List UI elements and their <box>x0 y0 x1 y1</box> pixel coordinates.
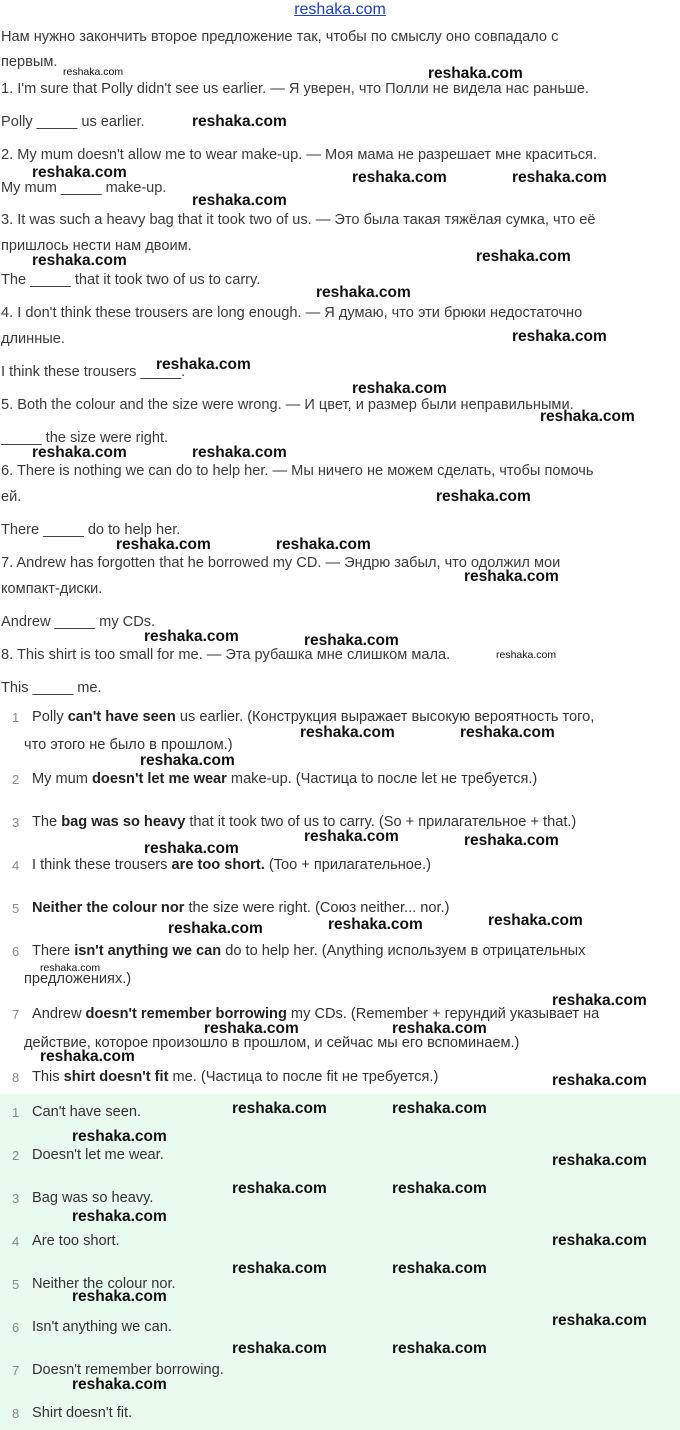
answer-number: 7 <box>12 1007 20 1022</box>
exercise-7-question: 7. Andrew has forgotten that he borrowed my CD. — Эндрю забыл, что одолжил мои <box>1 555 561 571</box>
watermark: reshaka.com <box>552 992 647 1009</box>
answer-3: The bag was so heavy that it took two of us to carry. (So + прилагательное + that.) <box>32 814 577 830</box>
watermark: reshaka.com <box>232 1100 327 1117</box>
answer-number: 5 <box>12 901 20 916</box>
watermark: reshaka.com <box>32 444 127 461</box>
answer-7-cont: действие, которое произошло в прошлом, и сейчас мы его вспоминаем.) <box>24 1035 520 1051</box>
short-answer-7: Doesn't remember borrowing. <box>32 1362 224 1378</box>
watermark: reshaka.com <box>304 632 399 649</box>
watermark: reshaka.com <box>428 65 523 82</box>
answer-number: 4 <box>12 858 20 873</box>
site-header-link[interactable]: reshaka.com <box>294 1 386 18</box>
watermark: reshaka.com <box>32 164 127 181</box>
exercise-6-question-cont: ей. <box>1 489 22 505</box>
watermark: reshaka.com <box>32 252 127 269</box>
watermark: reshaka.com <box>392 1020 487 1037</box>
exercise-7-question-cont: компакт-диски. <box>1 581 103 597</box>
watermark: reshaka.com <box>352 380 447 397</box>
exercise-4-gap: I think these trousers _____. <box>1 364 186 380</box>
short-answer-3: Bag was so heavy. <box>32 1190 154 1206</box>
answer-number: 3 <box>12 815 20 830</box>
watermark: reshaka.com <box>496 649 557 661</box>
watermark: reshaka.com <box>540 408 635 425</box>
exercise-3-question: 3. It was such a heavy bag that it took two of us. — Это была такая тяжёлая сумка, что её <box>1 212 596 228</box>
watermark: reshaka.com <box>392 1340 487 1357</box>
watermark: reshaka.com <box>192 444 287 461</box>
answer-number: 8 <box>12 1070 20 1085</box>
watermark: reshaka.com <box>232 1260 327 1277</box>
watermark: reshaka.com <box>352 169 447 186</box>
watermark: reshaka.com <box>512 328 607 345</box>
answer-5: Neither the colour nor the size were right. (Союз neither... nor.) <box>32 900 450 916</box>
short-answer-number: 6 <box>12 1320 20 1335</box>
watermark: reshaka.com <box>436 488 531 505</box>
watermark: reshaka.com <box>552 1312 647 1329</box>
watermark: reshaka.com <box>232 1340 327 1357</box>
answer-6: There isn't anything we can do to help her. (Anything используем в отрицательных <box>32 943 586 959</box>
watermark: reshaka.com <box>192 192 287 209</box>
watermark: reshaka.com <box>116 536 211 553</box>
intro-line-1: Нам нужно закончить второе предложение так, чтобы по смыслу оно совпадало с <box>1 29 559 45</box>
short-answer-number: 2 <box>12 1148 20 1163</box>
watermark: reshaka.com <box>552 1232 647 1249</box>
short-answer-5: Neither the colour nor. <box>32 1276 176 1292</box>
watermark: reshaka.com <box>316 284 411 301</box>
watermark: reshaka.com <box>552 1152 647 1169</box>
exercise-2-question: 2. My mum doesn't allow me to wear make-up. — Моя мама не разрешает мне краситься. <box>1 147 597 163</box>
short-answer-2: Doesn't let me wear. <box>32 1147 164 1163</box>
watermark: reshaka.com <box>276 536 371 553</box>
watermark: reshaka.com <box>460 724 555 741</box>
answer-2: My mum doesn't let me wear make-up. (Частица to после let не требуется.) <box>32 771 538 787</box>
watermark: reshaka.com <box>464 832 559 849</box>
watermark: reshaka.com <box>476 248 571 265</box>
exercise-6-gap: There _____ do to help her. <box>1 522 181 538</box>
exercise-1-question: 1. I'm sure that Polly didn't see us earlier. — Я уверен, что Полли не видела нас раньше. <box>1 81 589 97</box>
short-answer-number: 5 <box>12 1277 20 1292</box>
watermark: reshaka.com <box>72 1128 167 1145</box>
watermark: reshaka.com <box>168 920 263 937</box>
watermark: reshaka.com <box>392 1180 487 1197</box>
watermark: reshaka.com <box>392 1260 487 1277</box>
short-answer-number: 7 <box>12 1363 20 1378</box>
exercise-2-gap: My mum _____ make-up. <box>1 180 167 196</box>
intro-line-2: первым. <box>1 54 58 70</box>
exercise-3-question-cont: пришлось нести нам двоим. <box>1 238 192 254</box>
watermark: reshaka.com <box>488 912 583 929</box>
exercise-7-gap: Andrew _____ my CDs. <box>1 614 156 630</box>
answer-number: 6 <box>12 944 20 959</box>
answer-4: I think these trousers are too short. (Too + прилагательное.) <box>32 857 431 873</box>
watermark: reshaka.com <box>464 568 559 585</box>
short-answer-number: 3 <box>12 1191 20 1206</box>
answer-number: 1 <box>12 710 20 725</box>
watermark: reshaka.com <box>72 1208 167 1225</box>
short-answer-number: 8 <box>12 1406 20 1421</box>
watermark: reshaka.com <box>328 916 423 933</box>
watermark: reshaka.com <box>63 66 124 78</box>
watermark: reshaka.com <box>140 752 235 769</box>
exercise-5-question: 5. Both the colour and the size were wrong. — И цвет, и размер были неправильными. <box>1 397 574 413</box>
exercise-4-question-cont: длинные. <box>1 331 65 347</box>
watermark: reshaka.com <box>512 169 607 186</box>
answer-number: 2 <box>12 772 20 787</box>
exercise-3-gap: The _____ that it took two of us to carry. <box>1 272 261 288</box>
watermark: reshaka.com <box>192 113 287 130</box>
exercise-1-gap: Polly _____ us earlier. <box>1 114 145 130</box>
watermark: reshaka.com <box>304 828 399 845</box>
watermark: reshaka.com <box>40 1048 135 1065</box>
short-answer-number: 1 <box>12 1105 20 1120</box>
answer-6-cont: предложениях.) <box>24 971 132 987</box>
watermark: reshaka.com <box>40 962 101 974</box>
exercise-6-question: 6. There is nothing we can do to help her. — Мы ничего не можем сделать, чтобы помочь <box>1 463 594 479</box>
watermark: reshaka.com <box>72 1288 167 1305</box>
answer-8: This shirt doesn't fit me. (Частица to после fit не требуется.) <box>32 1069 439 1085</box>
exercise-4-question: 4. I don't think these trousers are long enough. — Я думаю, что эти брюки недостаточно <box>1 305 583 321</box>
exercise-8-question: 8. This shirt is too small for me. — Эта рубашка мне слишком мала. <box>1 647 451 663</box>
exercise-8-gap: This _____ me. <box>1 680 102 696</box>
exercise-5-gap: _____ the size were right. <box>1 430 169 446</box>
short-answer-4: Are too short. <box>32 1233 120 1249</box>
answer-1-cont: что этого не было в прошлом.) <box>24 737 233 753</box>
watermark: reshaka.com <box>204 1020 299 1037</box>
short-answer-6: Isn't anything we can. <box>32 1319 172 1335</box>
watermark: reshaka.com <box>144 840 239 857</box>
short-answer-1: Can't have seen. <box>32 1104 142 1120</box>
watermark: reshaka.com <box>144 628 239 645</box>
watermark: reshaka.com <box>300 724 395 741</box>
short-answer-number: 4 <box>12 1234 20 1249</box>
watermark: reshaka.com <box>552 1072 647 1089</box>
watermark: reshaka.com <box>156 356 251 373</box>
watermark: reshaka.com <box>72 1376 167 1393</box>
answer-7: Andrew doesn't remember borrowing my CDs. (Remember + герундий указывает на <box>32 1006 600 1022</box>
watermark: reshaka.com <box>232 1180 327 1197</box>
watermark: reshaka.com <box>392 1100 487 1117</box>
short-answer-8: Shirt doesn't fit. <box>32 1405 133 1421</box>
answer-1: Polly can't have seen us earlier. (Конструкция выражает высокую вероятность того, <box>32 709 595 725</box>
